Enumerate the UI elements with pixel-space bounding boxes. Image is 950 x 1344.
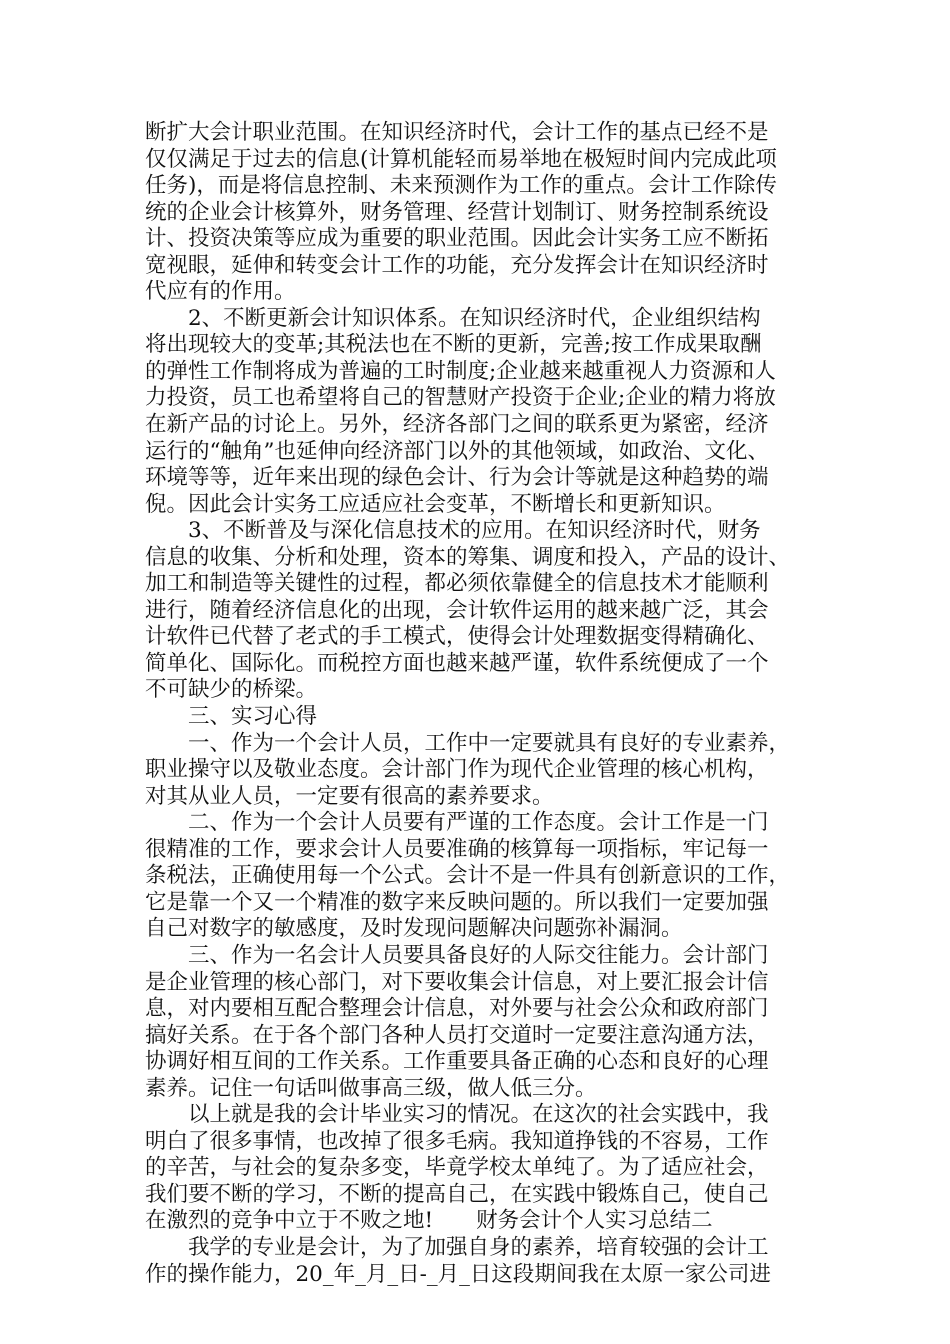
text-line: 计、投资决策等应成为重要的职业范围。因此会计实务工应不断拓 <box>145 226 769 252</box>
text-line: 协调好相互间的工作关系。工作重要具备正确的心态和良好的心理 <box>145 1049 769 1075</box>
text-line: 将出现较大的变革;其税法也在不断的更新，完善;按工作成果取酬 <box>145 332 762 358</box>
text-line: 环境等等，近年来出现的绿色会计、行为会计等就是这种趋势的端 <box>145 465 769 491</box>
text-line: 条税法，正确使用每一个公式。会计不是一件具有创新意识的工作， <box>145 863 791 889</box>
text-line: 3、不断普及与深化信息技术的应用。在知识经济时代，财务 <box>145 518 761 544</box>
text-line: 它是靠一个又一个精准的数字来反映问题的。所以我们一定要加强 <box>145 889 769 915</box>
text-line: 仅仅满足于过去的信息(计算机能轻而易举地在极短时间内完成此项 <box>145 146 777 172</box>
text-line: 不可缺少的桥梁。 <box>145 677 318 703</box>
text-line: 的弹性工作制将成为普遍的工时制度;企业越来越重视人力资源和人 <box>145 358 776 384</box>
text-line: 断扩大会计职业范围。在知识经济时代，会计工作的基点已经不是 <box>145 120 769 145</box>
text-line: 三、作为一名会计人员要具备良好的人际交往能力。会计部门 <box>145 942 769 968</box>
text-line: 搞好关系。在于各个部门各种人员打交道时一定要注意沟通方法， <box>145 1022 769 1048</box>
text-line: 自己对数字的敏感度，及时发现问题解决问题弥补漏洞。 <box>145 916 683 942</box>
text-line: 倪。因此会计实务工应适应社会变革，不断增长和更新知识。 <box>145 491 726 517</box>
text-line: 进行，随着经济信息化的出现，会计软件运用的越来越广泛，其会 <box>145 597 769 623</box>
text-line: 信息的收集、分析和处理，资本的筹集、调度和投入，产品的设计、 <box>145 544 791 570</box>
text-line: 以上就是我的会计毕业实习的情况。在这次的社会实践中，我 <box>145 1102 769 1128</box>
text-line: 很精准的工作，要求会计人员要准确的核算每一项指标，牢记每一 <box>145 836 769 862</box>
body-text <box>145 120 835 1288</box>
text-line: 我学的专业是会计，为了加强自身的素养，培育较强的会计工 <box>145 1234 769 1260</box>
text-line: 素养。记住一句话叫做事高三级，做人低三分。 <box>145 1075 597 1101</box>
text-line: 是企业管理的核心部门，对下要收集会计信息，对上要汇报会计信 <box>145 969 769 995</box>
text-line: 宽视眼，延伸和转变会计工作的功能，充分发挥会计在知识经济时 <box>145 252 769 278</box>
text-line: 加工和制造等关键性的过程，都必须依靠健全的信息技术才能顺利 <box>145 571 769 597</box>
text-line: 对其从业人员，一定要有很高的素养要求。 <box>145 783 554 809</box>
text-line: 统的企业会计核算外，财务管理、经营计划制订、财务控制系统设 <box>145 199 769 225</box>
text-line: 作的操作能力，20_年_月_日-_月_日这段期间我在太原一家公司进 <box>145 1261 771 1287</box>
text-line: 代应有的作用。 <box>145 279 296 305</box>
text-line: 2、不断更新会计知识体系。在知识经济时代，企业组织结构 <box>145 305 761 331</box>
text-line: 在新产品的讨论上。另外，经济各部门之间的联系更为紧密，经济 <box>145 412 769 438</box>
text-line: 任务)，而是将信息控制、未来预测作为工作的重点。会计工作除传 <box>145 173 777 199</box>
text-line: 一、作为一个会计人员，工作中一定要就具有良好的专业素养， <box>145 730 791 756</box>
text-line: 简单化、国际化。而税控方面也越来越严谨，软件系统便成了一个 <box>145 650 769 676</box>
text-line: 运行的“触角”也延伸向经济部门以外的其他领域，如政治、文化、 <box>145 438 769 464</box>
text-line: 力投资，员工也希望将自己的智慧财产投资于企业;企业的精力将放 <box>145 385 776 411</box>
text-line: 二、作为一个会计人员要有严谨的工作态度。会计工作是一门 <box>145 810 769 836</box>
section-heading: 三、实习心得 <box>145 704 318 730</box>
text-line: 明白了很多事情，也改掉了很多毛病。我知道挣钱的不容易，工作 <box>145 1128 769 1154</box>
text-line: 我们要不断的学习，不断的提高自己，在实践中锻炼自己，使自己 <box>145 1181 769 1207</box>
text-line: 息，对内要相互配合整理会计信息，对外要与社会公众和政府部门 <box>145 996 769 1022</box>
text-line: 职业操守以及敬业态度。会计部门作为现代企业管理的核心机构， <box>145 757 769 783</box>
text-line: 的辛苦，与社会的复杂多变，毕竟学校太单纯了。为了适应社会， <box>145 1155 769 1181</box>
text-line: 在激烈的竞争中立于不败之地! 财务会计个人实习总结二 <box>145 1208 713 1234</box>
text-line: 计软件已代替了老式的手工模式，使得会计处理数据变得精确化、 <box>145 624 769 650</box>
